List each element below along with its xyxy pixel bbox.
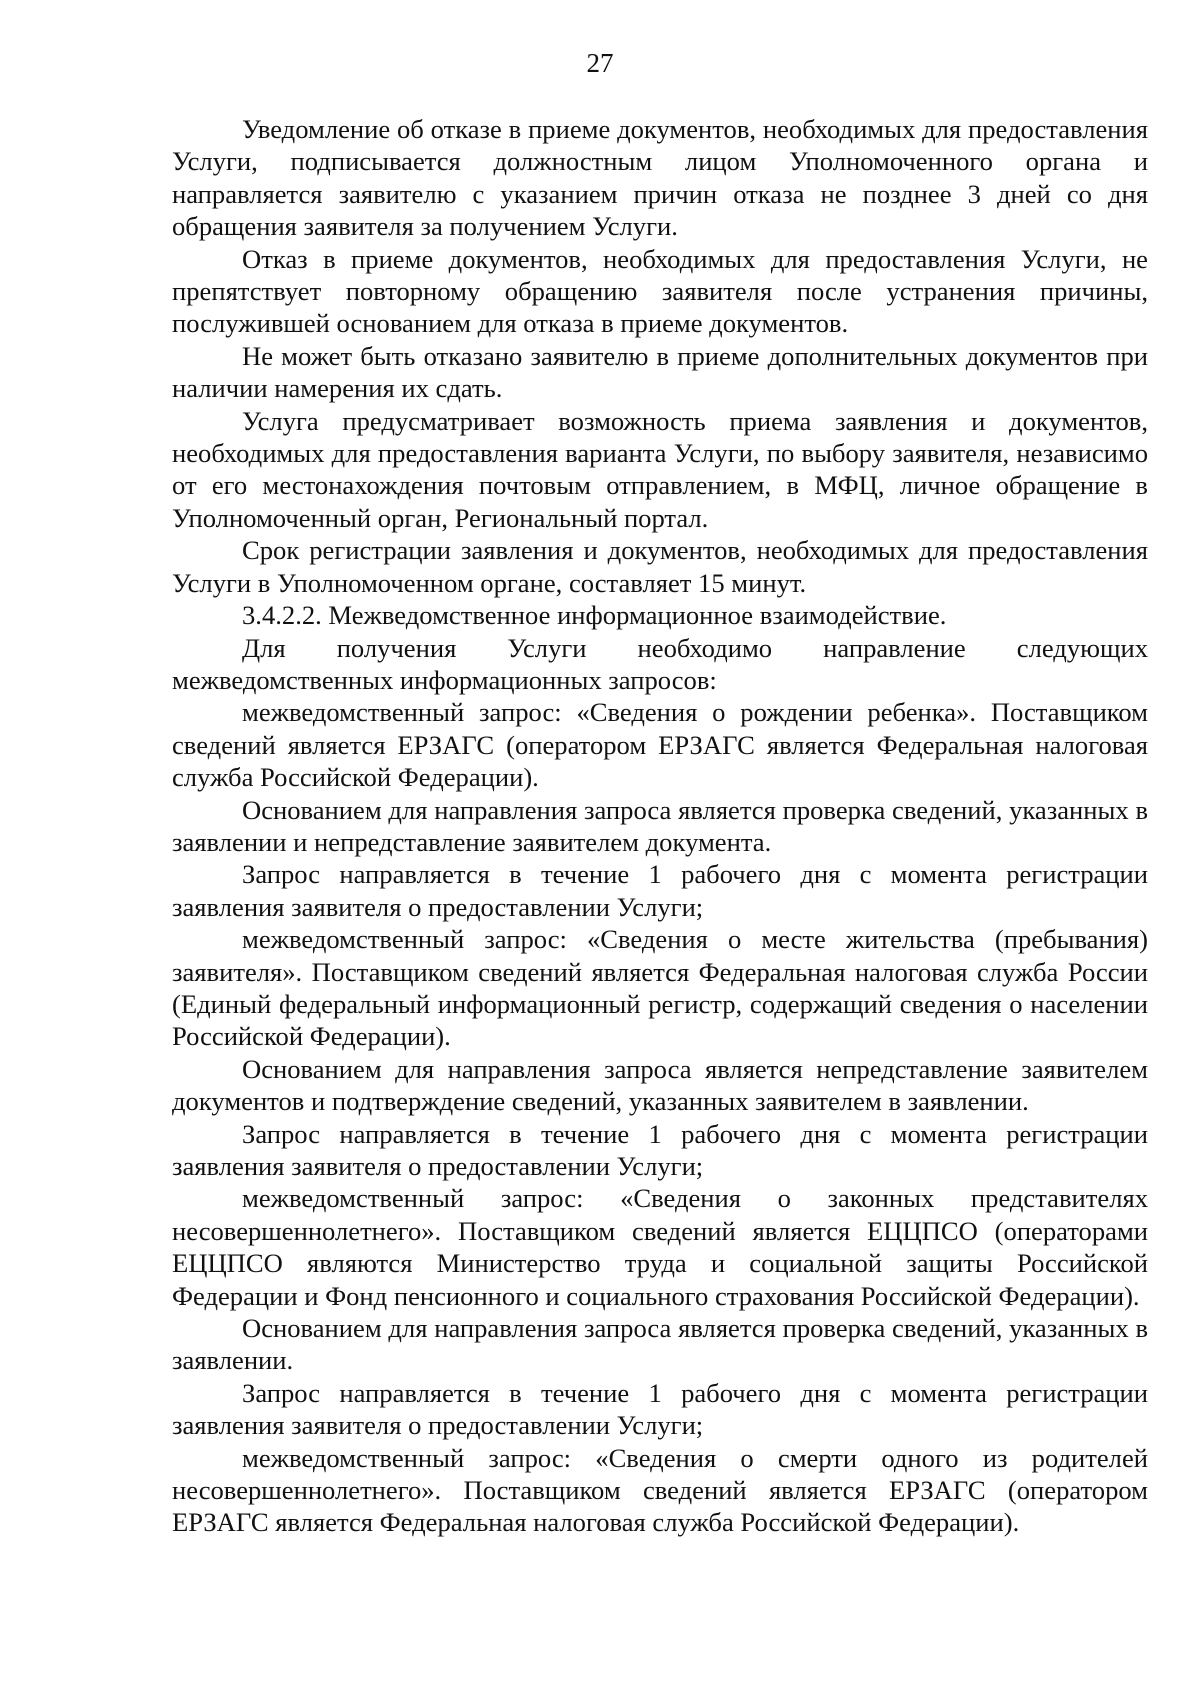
paragraph: Отказ в приеме документов, необходимых для предоставления Услуги, не препятствует повторному обращению заявителя после устранения причины, послужившей основанием для отказа в приеме документов. [172,243,1148,339]
paragraph: межведомственный запрос: «Сведения о законных представителях несовершеннолетнего». Поставщиком сведений является ЕЦЦПСО (операторами ЕЦЦПСО являются Министерство труда и социальной защиты Российской Федерации и Фонд пенсионного и социального страхования Российской Федерации). [172,1183,1148,1311]
paragraph: Не может быть отказано заявителю в приеме дополнительных документов при наличии намерения их сдать. [172,340,1148,404]
paragraph: Срок регистрации заявления и документов, необходимых для предоставления Услуги в Уполномоченном органе, составляет 15 минут. [172,535,1148,598]
paragraph: Основанием для направления запроса является проверка сведений, указанных в заявлении. [172,1313,1148,1376]
paragraph: Для получения Услуги необходимо направление следующих межведомственных информационных запросов: [172,632,1148,695]
paragraph: Услуга предусматривает возможность приема заявления и документов, необходимых для предоставления варианта Услуги, по выбору заявителя, независимо от его местонахождения почтовым отправлением, в МФЦ, личное обращение в Уполномоченный орган, Региональный портал. [172,405,1148,533]
section-heading: 3.4.2.2. Межведомственное информационное взаимодействие. [242,600,947,631]
paragraph: Основанием для направления запроса является проверка сведений, указанных в заявлении и непредставление заявителем документа. [172,794,1148,857]
paragraph: Основанием для направления запроса является непредставление заявителем документов и подтверждение сведений, указанных заявителем в заявлении. [172,1053,1148,1117]
paragraph: Уведомление об отказе в приеме документов, необходимых для предоставления Услуги, подписывается должностным лицом Уполномоченного органа и направляется заявителю с указанием причин отказа не позднее 3 дней со дня обращения заявителя за получением Услуги. [172,114,1148,242]
paragraph: межведомственный запрос: «Сведения о рождении ребенка». Поставщиком сведений является ЕРЗАГС (оператором ЕРЗАГС является Федеральная налоговая служба Российской Федерации). [172,697,1148,793]
paragraph: Запрос направляется в течение 1 рабочего дня с момента регистрации заявления заявителя о предоставлении Услуги; [172,1118,1148,1181]
page-number: 27 [586,48,614,78]
paragraph: межведомственный запрос: «Сведения о месте жительства (пребывания) заявителя». Поставщиком сведений является Федеральная налоговая служба России (Единый федеральный информационный регистр, содержащий сведения о населении Российской Федерации). [172,924,1148,1052]
paragraph: Запрос направляется в течение 1 рабочего дня с момента регистрации заявления заявителя о предоставлении Услуги; [172,1377,1148,1441]
document-body [172,113,1148,1539]
paragraph: Запрос направляется в течение 1 рабочего дня с момента регистрации заявления заявителя о предоставлении Услуги; [172,859,1148,922]
paragraph: межведомственный запрос: «Сведения о смерти одного из родителей несовершеннолетнего». Поставщиком сведений является ЕРЗАГС (оператором ЕРЗАГС является Федеральная налоговая служба Российской Федерации). [172,1442,1148,1538]
